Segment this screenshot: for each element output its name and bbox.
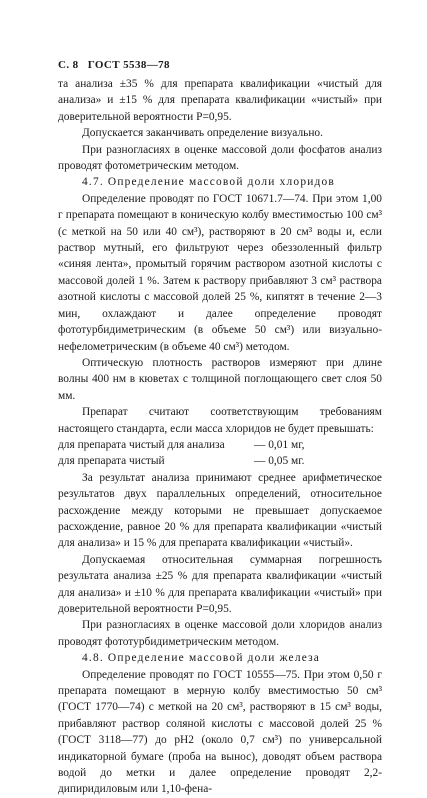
standard-number: ГОСТ 5538—78 (87, 59, 170, 71)
paragraph: Определение проводят по ГОСТ 10555—75. При этом 0,50 г препарата помещают в мерную колбу вместимостью 50 см³ (ГОСТ 1770—74) с меткой на 20 см³, растворяют в 15 см³ воды, прибавляют раствор соляной кислоты с массовой долей 25 % (ГОСТ 3118—77) до pH2 (около 0,7 см³) по универсальной индикаторной бумаге (проба на вынос), доводят объем раствора водой до метки и далее определение проводят 2,2-дипиридиловым или 1,10-фена- (58, 668, 382, 796)
document-body (58, 76, 382, 798)
limit-row (58, 437, 382, 453)
section-heading-chlorides: 4.7. Определение массовой доли хлоридов (82, 176, 335, 189)
section-heading-iron: 4.8. Определение массовой доли железа (82, 652, 321, 665)
limit-label: для препарата чистый для анализа (58, 438, 225, 451)
paragraph: При разногласиях в оценке массовой доли фосфатов анализ проводят фотометрическим методом. (58, 143, 382, 173)
page-number: С. 8 (58, 59, 79, 71)
limit-value: — 0,05 мг. (254, 455, 305, 468)
page-header (58, 57, 170, 73)
paragraph: При разногласиях в оценке массовой доли хлоридов анализ проводят фототурбидиметрическим методом. (58, 619, 382, 648)
paragraph: Препарат считают соответствующим требованиям настоящего стандарта, если масса хлоридов не будет превышать: (58, 406, 382, 435)
paragraph: Допускается заканчивать определение визуально. (82, 127, 323, 140)
limit-value: — 0,01 мг, (254, 438, 305, 451)
limit-label: для препарата чистый (58, 455, 165, 468)
paragraph: Допускаемая относительная суммарная погрешность результата анализа ±25 % для препарата квалификации «чистый для анализа» и ±10 % для препарата квалификации «чистый» при доверительной вероятности P=0,95. (58, 553, 382, 615)
paragraph: Определение проводят по ГОСТ 10671.7—74. При этом 1,00 г препарата помещают в коническую колбу вместимостью 100 см³ (с меткой на 50 или 40 см³), растворяют в 20 см³ воды и, если раствор мутный, его фильтруют через обеззоленный фильтр «синяя лента», промытый горячим раствором азотной кислоты с массовой долей 1 %. Затем к раствору прибавляют 3 см³ раствора азотной кислоты с массовой долей 25 %, кипятят в течение 2—3 мин, охлаждают и далее определение проводят фототурбидиметрическим (в объеме 50 см³) или визуально-нефелометрическим (в объеме 40 см³) методом. (58, 192, 382, 353)
paragraph: та анализа ±35 % для препарата квалификации «чистый для анализа» и ±15 % для препарата квалификации «чистый» при доверительной вероятности P=0,95. (58, 78, 382, 123)
limit-row (58, 453, 382, 469)
paragraph: За результат анализа принимают среднее арифметическое результатов двух параллельных определений, относительное расхождение между которыми не превышает допускаемое расхождение, равное 20 % для препарата квалификации «чистый для анализа» и 15 % для препарата квалификации «чистый». (58, 471, 382, 550)
paragraph: Оптическую плотность растворов измеряют при длине волны 400 нм в кюветах с толщиной поглощающего свет слоя 50 мм. (58, 356, 382, 402)
